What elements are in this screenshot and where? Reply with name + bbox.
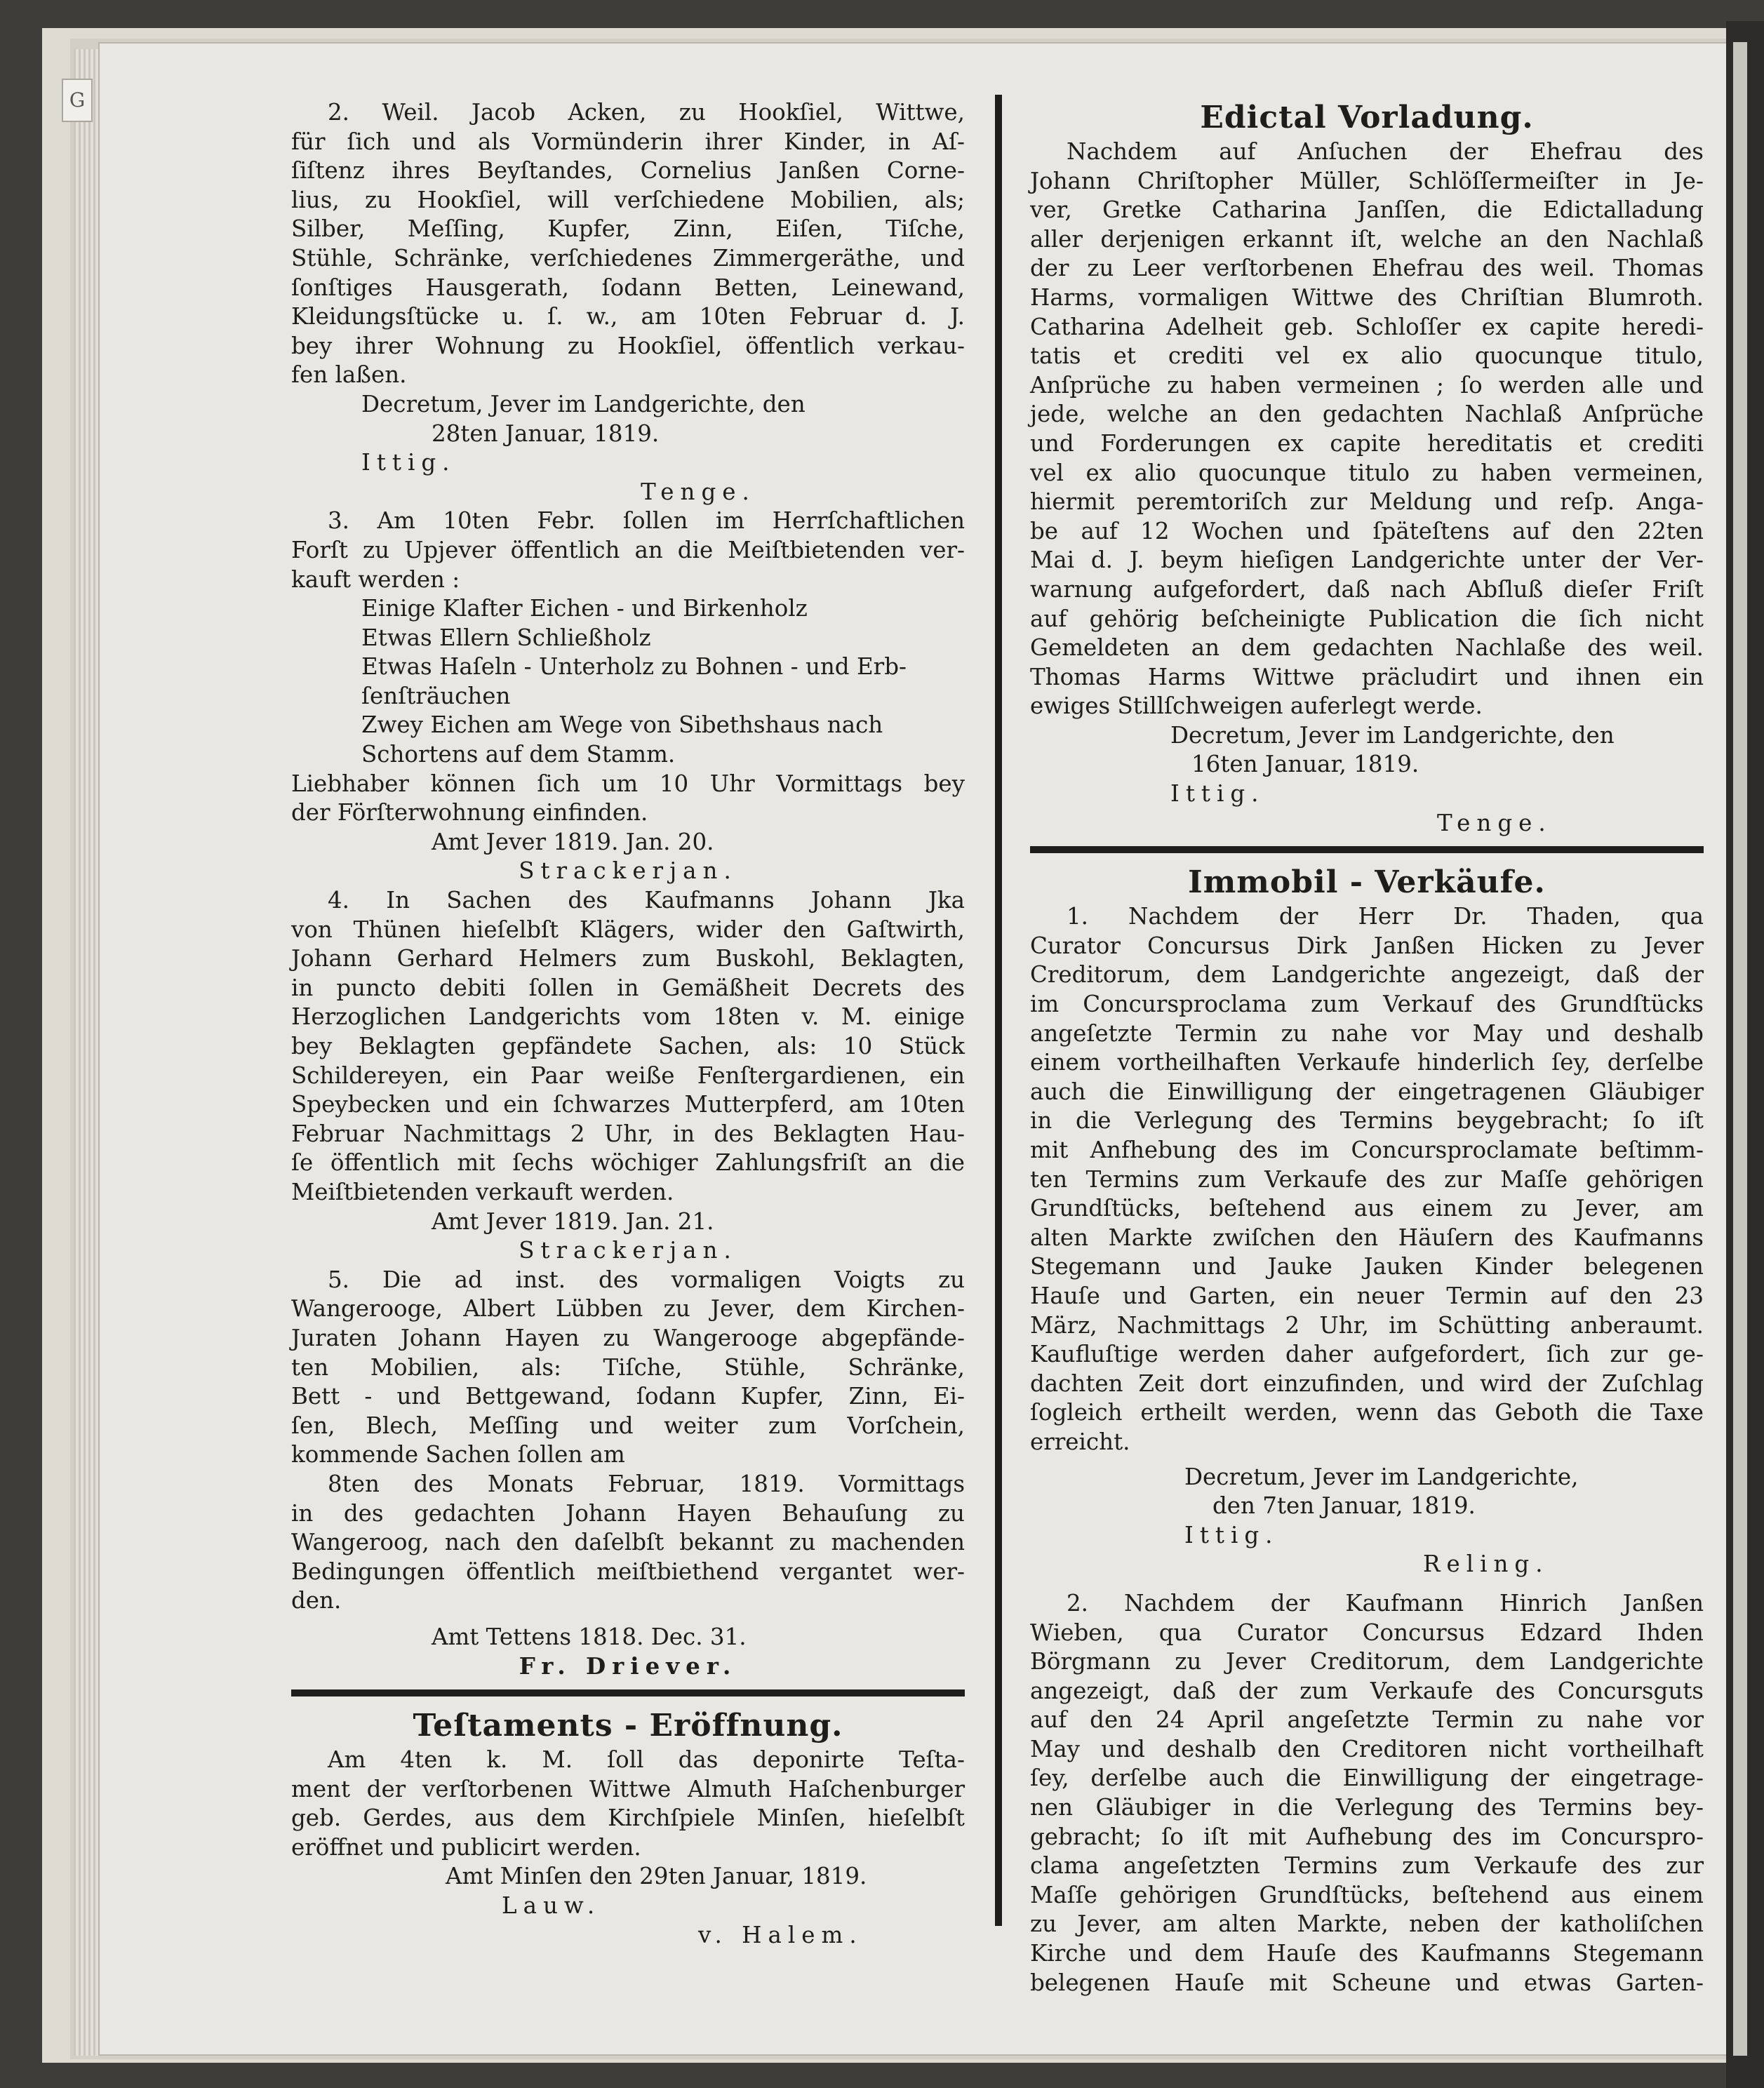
- text-line: ewiges Stillſchweigen auferlegt werde.: [1030, 692, 1483, 720]
- decretum-date: 16ten Januar, 1819.: [1191, 751, 1419, 778]
- text-line: alten Markte zwiſchen den Häuſern des Kaufmanns: [1030, 1224, 1704, 1251]
- text-line: für ſich und als Vormünderin ihrer Kinder, in Aſ-: [291, 128, 965, 155]
- text-line: Gemeldeten an dem gedachten Nachlaße des weil.: [1030, 634, 1704, 662]
- text-line: auch die Einwilligung der eingetragenen Gläubiger: [1030, 1078, 1704, 1105]
- text-line: ſey, derſelbe auch die Einwilligung der eingetrage-: [1030, 1765, 1704, 1792]
- notice-3-tail: [291, 770, 965, 828]
- left-column: [291, 98, 965, 1950]
- text-line: ſen, Blech, Meſſing und weiter zum Vorſchein,: [291, 1412, 965, 1439]
- text-line: Meiſtbietenden verkauft werden.: [291, 1178, 674, 1205]
- text-line: Johann Gerhard Helmers zum Buskohl, Beklagten,: [291, 945, 965, 972]
- text-line: ver, Gretke Catharina Janſſen, die Edictalladung: [1030, 196, 1704, 224]
- text-line: Einige Klafter Eichen - und Birkenholz: [361, 595, 808, 622]
- edictal-notice: [1030, 138, 1704, 721]
- text-line: Curator Concursus Dirk Janßen Hicken zu Jever: [1030, 932, 1704, 959]
- text-line: Nachdem auf Anſuchen der Ehefrau des: [1067, 138, 1704, 165]
- text-line: Wangerooge, Albert Lübben zu Jever, dem Kirchen-: [291, 1295, 965, 1323]
- text-line: Juraten Johann Hayen zu Wangerooge abgepfände-: [291, 1324, 965, 1351]
- text-line: Speybecken und ein ſchwarzes Mutterpferd, am 10ten: [291, 1091, 965, 1118]
- notice-3-items: [291, 594, 965, 770]
- text-line: belegenen Hauſe mit Scheune und etwas Garten-: [1030, 1969, 1704, 1996]
- text-line: warnung aufgefordert, daß nach Abſluß dieſer Friſt: [1030, 575, 1704, 603]
- text-line: May und deshalb den Creditoren nicht vortheilhaft: [1030, 1735, 1704, 1762]
- text-line: ten Termins zum Verkaufe des zur Maſſe gehörigen: [1030, 1165, 1704, 1193]
- text-line: und Forderungen ex capite hereditatis et crediti: [1030, 429, 1704, 457]
- text-line: Etwas Ellern Schließholz: [361, 624, 651, 651]
- text-line: clama angeſetzten Termins zum Verkaufe des zur: [1030, 1852, 1704, 1880]
- text-line: Wangeroog, nach den daſelbſt bekannt zu machenden: [291, 1529, 965, 1556]
- text-line: lius, zu Hookſiel, will verſchiedene Mobilien, als;: [291, 186, 965, 213]
- text-line: Am 4ten k. M. ſoll das deponirte Teſta-: [328, 1746, 965, 1774]
- testament-heading: Teſtaments - Eröffnung.: [413, 1708, 843, 1744]
- text-line: nen Gläubiger in die Verlegung des Termins bey-: [1030, 1794, 1704, 1821]
- section-rule: [291, 1689, 965, 1696]
- text-line: ſe öffentlich mit ſechs wöchiger Zahlungsfriſt an die: [291, 1149, 965, 1177]
- text-line: 2. Weil. Jacob Acken, zu Hookſiel, Wittwe,: [328, 99, 965, 126]
- text-line: erreicht.: [1030, 1428, 1130, 1455]
- decretum-date: 28ten Januar, 1819.: [432, 420, 660, 447]
- text-line: Februar Nachmittags 2 Uhr, in des Beklagten Hau-: [291, 1120, 965, 1147]
- decretum-line: Decretum, Jever im Landgerichte, den: [361, 390, 806, 417]
- text-line: in die Verlegung des Termins beygebracht; ſo iſt: [1030, 1107, 1704, 1135]
- text-line: Thomas Harms Wittwe präcludirt und ihnen ein: [1030, 663, 1704, 690]
- text-line: im Concursproclama zum Verkauf des Grundſtücks: [1030, 991, 1704, 1018]
- text-line: Kirche und dem Hauſe des Kaufmanns Stegemann: [1030, 1940, 1704, 1967]
- text-line: be auf 12 Wochen und ſpäteſtens auf den 22ten: [1030, 517, 1704, 544]
- page-right-margin: [1733, 42, 1747, 2056]
- immobil-notice-2: [1030, 1589, 1704, 1997]
- testament-notice: [291, 1746, 965, 1862]
- text-line: der Förſterwohnung einfinden.: [291, 799, 648, 826]
- text-line: kommende Sachen ſollen am: [291, 1441, 625, 1468]
- text-line: auf den 24 April angeſetzte Termin zu nahe vor: [1030, 1706, 1704, 1734]
- signature: Lauw.: [502, 1892, 601, 1920]
- text-line: vel ex alio quocunque titulo zu haben vermeinen,: [1030, 459, 1704, 486]
- text-line: 1. Nachdem der Herr Dr. Thaden, qua: [1067, 903, 1704, 930]
- text-line: tatis et crediti vel ex alio quocunque titulo,: [1030, 342, 1704, 370]
- text-line: Zwey Eichen am Wege von Sibethshaus nach: [361, 711, 883, 739]
- text-line: ſenſträuchen: [361, 682, 511, 709]
- text-line: in puncto debiti ſollen in Gemäßheit Decrets des: [291, 974, 965, 1001]
- decretum-line: Decretum, Jever im Landgerichte,: [1184, 1463, 1579, 1490]
- text-line: Harms, vormaligen Wittwe des Chriſtian Blumroth.: [1030, 283, 1704, 311]
- text-line: Etwas Haſeln - Unterholz zu Bohnen - und Erb-: [361, 653, 907, 681]
- signature: Strackerjan.: [519, 857, 737, 885]
- signature: Ittig.: [361, 449, 456, 476]
- text-line: Johann Chriſtopher Müller, Schlöſſermeiſter in Je-: [1030, 167, 1704, 194]
- text-line: Hauſe und Garten, ein neuer Termin auf den 23: [1030, 1282, 1704, 1309]
- notice-5: [291, 1266, 965, 1470]
- text-line: Börgmann zu Jever Creditorum, dem Landgerichte: [1030, 1648, 1704, 1675]
- text-line: einem vortheilhaften Verkaufe hinderlich ſey, derſelbe: [1030, 1049, 1704, 1076]
- notice-4: [291, 886, 965, 1207]
- amt-line: Amt Jever 1819. Jan. 21.: [432, 1207, 714, 1235]
- immobil-notice-1: [1030, 902, 1704, 1457]
- text-line: Catharina Adelheit geb. Schloſſer ex capite heredi-: [1030, 313, 1704, 340]
- text-line: Kaufluſtige werden daher aufgefordert, ſich zur ge-: [1030, 1341, 1704, 1368]
- amt-line: Amt Tettens 1818. Dec. 31.: [432, 1623, 747, 1650]
- text-line: 2. Nachdem der Kaufmann Hinrich Janßen: [1067, 1589, 1704, 1617]
- text-line: ſiſtenz ihres Beyſtandes, Cornelius Janßen Corne-: [291, 157, 965, 185]
- signature: Strackerjan.: [519, 1237, 737, 1264]
- text-line: 3. Am 10ten Febr. ſollen im Herrſchaftlichen: [328, 507, 965, 535]
- text-line: eröffnet und publicirt werden.: [291, 1833, 641, 1861]
- notice-5-b: [291, 1470, 965, 1616]
- decretum-date: den 7ten Januar, 1819.: [1212, 1492, 1476, 1520]
- text-line: Silber, Meſſing, Kupfer, Zinn, Eiſen, Tiſche,: [291, 215, 965, 243]
- text-line: Schildereyen, ein Paar weiße Fenſtergardienen, ein: [291, 1062, 965, 1089]
- text-line: von Thünen hieſelbſt Klägers, wider den Gaſtwirth,: [291, 916, 965, 943]
- text-line: Bett - und Bettgewand, ſodann Kupfer, Zinn, Ei-: [291, 1383, 965, 1410]
- text-line: hiermit peremtoriſch zur Meldung und reſp. Anga-: [1030, 488, 1704, 516]
- immobil-heading: Immobil - Verkäufe.: [1188, 864, 1546, 901]
- section-rule: [1030, 846, 1704, 853]
- text-line: ſogleich ertheilt werden, wenn das Geboth die Taxe: [1030, 1399, 1704, 1426]
- text-line: Wieben, qua Curator Concursus Edzard Ihden: [1030, 1619, 1704, 1646]
- text-line: Forſt zu Upjever öffentlich an die Meiſtbietenden ver-: [291, 536, 965, 563]
- text-line: Stühle, Schränke, verſchiedenes Zimmergeräthe, und: [291, 244, 965, 272]
- edge-tab: G: [62, 79, 93, 122]
- text-line: zu Jever, am alten Markte, neben der katholiſchen: [1030, 1910, 1704, 1938]
- text-line: der zu Leer verſtorbenen Ehefrau des weil. Thomas: [1030, 255, 1704, 282]
- text-line: geb. Gerdes, aus dem Kirchſpiele Minſen, hieſelbſt: [291, 1805, 965, 1832]
- notice-3: [291, 507, 965, 594]
- text-line: aller derjenigen erkannt iſt, welche an den Nachlaß: [1030, 225, 1704, 253]
- edictal-heading: Edictal Vorladung.: [1200, 100, 1534, 135]
- text-line: bey Beklagten gepfändete Sachen, als: 10 Stück: [291, 1033, 965, 1059]
- signature: Tenge.: [641, 478, 756, 505]
- text-line: angeſetzte Termin zu nahe vor May und deshalb: [1030, 1019, 1704, 1047]
- text-line: Stegemann und Jauke Jauken Kinder belegenen: [1030, 1253, 1704, 1280]
- text-line: ten Mobilien, als: Tiſche, Stühle, Schränke,: [291, 1353, 965, 1381]
- text-line: März, Nachmittags 2 Uhr, im Schütting anberaumt.: [1030, 1311, 1704, 1339]
- text-line: bey ihrer Wohnung zu Hookſiel, öffentlich verkau-: [291, 332, 965, 359]
- text-line: 4. In Sachen des Kaufmanns Johann Jka: [328, 887, 965, 914]
- text-line: Maſſe gehörigen Grundſtücks, beſtehend aus einem: [1030, 1881, 1704, 1908]
- signature: Tenge.: [1437, 809, 1552, 836]
- text-line: fen laßen.: [291, 361, 407, 389]
- text-line: Liebhaber können ſich um 10 Uhr Vormittags bey: [291, 770, 965, 797]
- text-line: ment der verſtorbenen Wittwe Almuth Haſchenburger: [291, 1775, 965, 1802]
- signature: v. Halem.: [698, 1921, 863, 1948]
- text-line: Schortens auf dem Stamm.: [361, 741, 676, 768]
- signature: Reling.: [1423, 1551, 1549, 1578]
- right-column: [1030, 98, 1704, 1997]
- text-line: Anſprüche zu haben vermeinen ; ſo werden alle und: [1030, 371, 1704, 399]
- text-line: 8ten des Monats Februar, 1819. Vormittags: [328, 1470, 965, 1497]
- text-line: Herzoglichen Landgerichts vom 18ten v. M. einige: [291, 1003, 965, 1031]
- amt-line: Amt Jever 1819. Jan. 20.: [432, 828, 714, 855]
- decretum-line: Decretum, Jever im Landgerichte, den: [1170, 721, 1615, 749]
- text-line: ſonſtiges Hausgerath, ſodann Betten, Leinewand,: [291, 274, 965, 301]
- text-line: in des gedachten Johann Hayen Behauſung zu: [291, 1499, 965, 1527]
- signature: Ittig.: [1170, 780, 1265, 808]
- text-line: Bedingungen öffentlich meiſtbiethend vergantet wer-: [291, 1558, 965, 1585]
- text-line: Grundſtücks, beſtehend aus einem zu Jever, am: [1030, 1195, 1704, 1222]
- text-line: den.: [291, 1587, 342, 1614]
- amt-line: Amt Minſen den 29ten Januar, 1819.: [446, 1863, 867, 1890]
- text-line: Creditorum, dem Landgerichte angezeigt, daß der: [1030, 961, 1704, 989]
- text-line: kauft werden :: [291, 566, 460, 593]
- text-line: gebracht; ſo iſt mit Aufhebung des im Concurspro-: [1030, 1823, 1704, 1850]
- signature: Fr. Driever.: [519, 1652, 737, 1680]
- text-line: auf gehörig beſcheinigte Publication die ſich nicht: [1030, 605, 1704, 632]
- text-line: mit Anfhebung des im Concursproclamate beſtimm-: [1030, 1137, 1704, 1163]
- text-line: 5. Die ad inst. des vormaligen Voigts zu: [328, 1266, 965, 1293]
- text-line: angezeigt, daß der zum Verkaufe des Concursguts: [1030, 1677, 1704, 1704]
- text-line: dachten Zeit dort einzufinden, und wird der Zuſchlag: [1030, 1370, 1704, 1397]
- text-line: jede, welche an den gedachten Nachlaß Anſprüche: [1030, 401, 1704, 428]
- notice-2: [291, 98, 965, 390]
- text-line: Kleidungsſtücke u. ſ. w., am 10ten Februar d. J.: [291, 303, 965, 330]
- page-edges: [74, 49, 102, 2056]
- column-divider: [995, 95, 1002, 1926]
- signature: Ittig.: [1184, 1521, 1279, 1548]
- text-line: Mai d. J. beym hieſigen Landgerichte unter der Ver-: [1030, 547, 1704, 574]
